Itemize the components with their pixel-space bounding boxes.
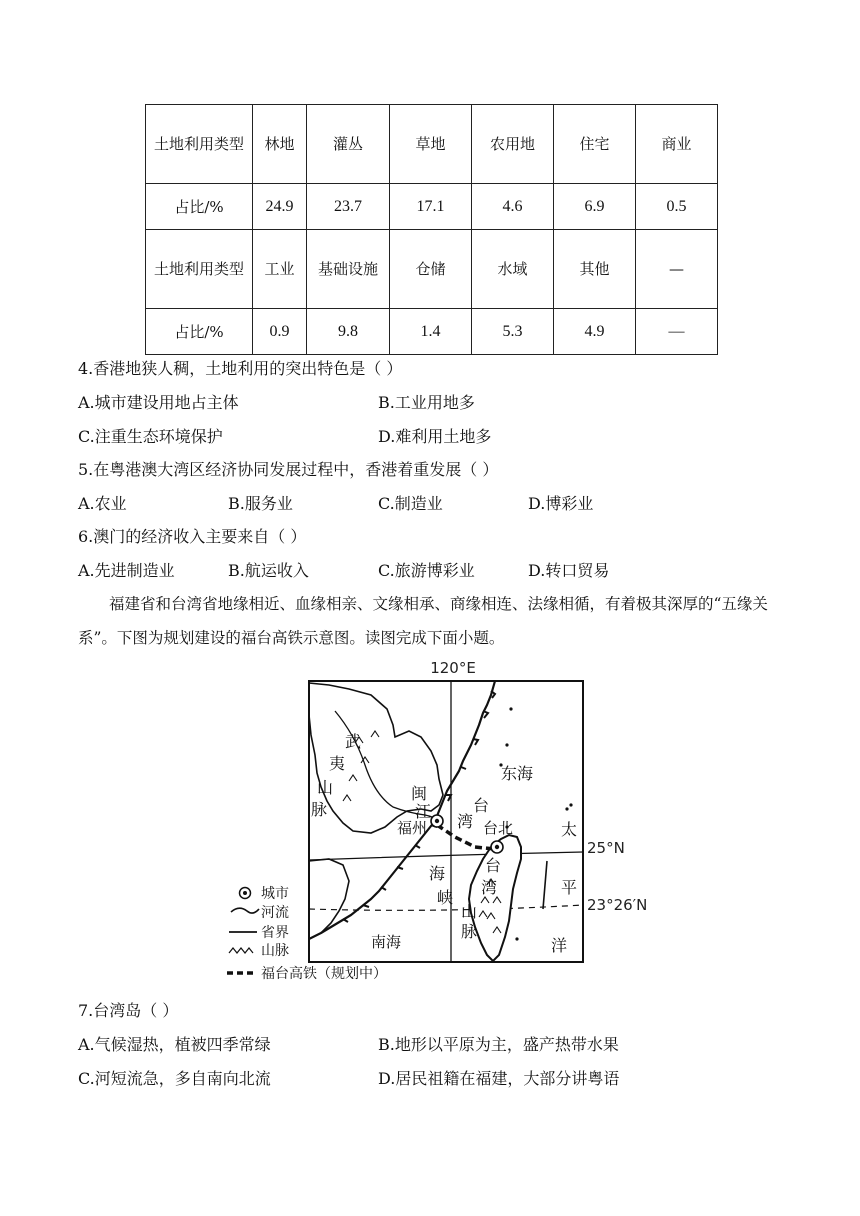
longitude-label: 120°E bbox=[430, 659, 476, 677]
question-6-stem: 6.澳门的经济收入主要来自（ ） bbox=[78, 527, 307, 546]
table-cell: 占比/% bbox=[146, 184, 253, 230]
label-strait-xia: 峡 bbox=[437, 888, 454, 907]
label-yi: 夷 bbox=[329, 754, 346, 773]
table-cell: 24.9 bbox=[253, 184, 307, 230]
question-4-option-b[interactable]: B.工业用地多 bbox=[378, 393, 475, 412]
question-6-option-b[interactable]: B.航运收入 bbox=[228, 561, 309, 580]
table-row bbox=[146, 230, 718, 309]
land-use-table bbox=[145, 104, 718, 355]
table-cell: 农用地 bbox=[472, 105, 554, 184]
label-jiang: 江 bbox=[415, 802, 432, 821]
question-5-option-d[interactable]: D.博彩业 bbox=[528, 494, 594, 513]
question-5-option-c[interactable]: C.制造业 bbox=[378, 494, 443, 513]
table-row bbox=[146, 105, 718, 184]
fuzhou-city-dot bbox=[435, 819, 439, 823]
table-cell: 草地 bbox=[390, 105, 472, 184]
label-tw-mtn-wan: 湾 bbox=[481, 878, 498, 897]
label-pacific-tai: 太 bbox=[561, 820, 578, 839]
table-cell: 土地利用类型 bbox=[146, 230, 253, 309]
table-row bbox=[146, 184, 718, 230]
question-7-option-b[interactable]: B.地形以平原为主，盛产热带水果 bbox=[378, 1035, 619, 1054]
table-cell: 住宅 bbox=[554, 105, 636, 184]
question-4-option-c[interactable]: C.注重生态环境保护 bbox=[78, 427, 223, 446]
label-wu: 武 bbox=[345, 732, 362, 751]
map-svg bbox=[225, 655, 665, 985]
label-tw-mtn-tai: 台 bbox=[485, 856, 502, 875]
question-5-option-b[interactable]: B.服务业 bbox=[228, 494, 293, 513]
question-6-option-c[interactable]: C.旅游博彩业 bbox=[378, 561, 475, 580]
question-5-option-a[interactable]: A.农业 bbox=[78, 494, 127, 513]
table-cell: 4.9 bbox=[554, 309, 636, 355]
taibei-city-dot bbox=[495, 845, 499, 849]
legend-mountain-label: 山脉 bbox=[261, 943, 289, 959]
legend-river-label: 河流 bbox=[261, 905, 289, 921]
table-cell: 4.6 bbox=[472, 184, 554, 230]
label-shan: 山 bbox=[317, 778, 334, 797]
label-nanhai: 南海 bbox=[371, 933, 402, 951]
table-cell: 商业 bbox=[636, 105, 718, 184]
legend-city-label: 城市 bbox=[261, 886, 289, 902]
island-dot bbox=[505, 743, 508, 746]
label-tw-mtn-mai: 脉 bbox=[461, 922, 478, 941]
table-cell: 17.1 bbox=[390, 184, 472, 230]
lat-tropic-label: 23°26′N bbox=[587, 896, 648, 914]
table-cell: 0.5 bbox=[636, 184, 718, 230]
table-cell: — bbox=[636, 309, 718, 355]
lat-25n-label: 25°N bbox=[587, 839, 625, 857]
map-legend bbox=[225, 886, 387, 982]
legend-railway-label: 福台高铁（规划中） bbox=[261, 966, 387, 982]
label-min: 闽 bbox=[411, 784, 428, 803]
label-pacific-yang: 洋 bbox=[551, 936, 568, 955]
table-cell: 5.3 bbox=[472, 309, 554, 355]
table-cell: 林地 bbox=[253, 105, 307, 184]
island-dot bbox=[565, 807, 568, 810]
legend-boundary-label: 省界 bbox=[261, 925, 289, 941]
table-cell: 仓储 bbox=[390, 230, 472, 309]
island-dot bbox=[515, 937, 518, 940]
label-strait-wan: 湾 bbox=[457, 812, 474, 831]
map-frame bbox=[309, 681, 583, 962]
legend-river-icon bbox=[231, 908, 259, 913]
table-cell: 工业 bbox=[253, 230, 307, 309]
question-6-option-a[interactable]: A.先进制造业 bbox=[78, 561, 175, 580]
question-7-option-d[interactable]: D.居民祖籍在福建，大部分讲粤语 bbox=[378, 1069, 620, 1088]
label-pacific-ping: 平 bbox=[561, 878, 578, 897]
table-cell: 灌丛 bbox=[307, 105, 390, 184]
label-donghai: 东海 bbox=[501, 764, 534, 783]
table-cell: 占比/% bbox=[146, 309, 253, 355]
question-4-stem: 4.香港地狭人稠，土地利用的突出特色是（ ） bbox=[78, 359, 403, 378]
label-fuzhou: 福州 bbox=[397, 819, 428, 837]
table-cell: 1.4 bbox=[390, 309, 472, 355]
label-strait-hai: 海 bbox=[429, 864, 446, 883]
question-7-option-c[interactable]: C.河短流急，多自南向北流 bbox=[78, 1069, 271, 1088]
table-cell: 6.9 bbox=[554, 184, 636, 230]
table-cell: — bbox=[636, 230, 718, 309]
question-4-option-d[interactable]: D.难利用土地多 bbox=[378, 427, 492, 446]
island-dot bbox=[569, 803, 572, 806]
table-cell: 0.9 bbox=[253, 309, 307, 355]
question-4-option-a[interactable]: A.城市建设用地占主体 bbox=[78, 393, 239, 412]
legend-mountain-icon bbox=[229, 948, 253, 953]
question-7-stem: 7.台湾岛（ ） bbox=[78, 1001, 179, 1020]
fujian-taiwan-railway-map bbox=[225, 655, 665, 985]
label-mai: 脉 bbox=[311, 800, 328, 819]
island-dot bbox=[509, 707, 512, 710]
question-5-stem: 5.在粤港澳大湾区经济协同发展过程中，香港着重发展（ ） bbox=[78, 460, 499, 479]
label-taibei: 台北 bbox=[483, 819, 514, 837]
taiwan-island bbox=[469, 835, 521, 961]
legend-city-icon-dot bbox=[243, 891, 247, 895]
table-cell: 土地利用类型 bbox=[146, 105, 253, 184]
passage-text: 福建省和台湾省地缘相近、血缘相亲、文缘相承、商缘相连、法缘相循，有着极其深厚的“五缘关系”。下图为规划建设的福台高铁示意图。读图完成下面小题。 bbox=[78, 595, 768, 647]
table-cell: 23.7 bbox=[307, 184, 390, 230]
label-strait-tai: 台 bbox=[473, 796, 490, 815]
table-cell: 水域 bbox=[472, 230, 554, 309]
pacific-line bbox=[543, 861, 547, 909]
label-tw-mtn-shan: 山 bbox=[461, 902, 478, 921]
parallel-25n bbox=[309, 852, 583, 860]
table-row bbox=[146, 309, 718, 355]
table-cell: 基础设施 bbox=[307, 230, 390, 309]
question-6-option-d[interactable]: D.转口贸易 bbox=[528, 561, 610, 580]
guangdong-boundary bbox=[309, 859, 349, 933]
question-7-option-a[interactable]: A.气候湿热，植被四季常绿 bbox=[78, 1035, 271, 1054]
table-cell: 9.8 bbox=[307, 309, 390, 355]
table-cell: 其他 bbox=[554, 230, 636, 309]
